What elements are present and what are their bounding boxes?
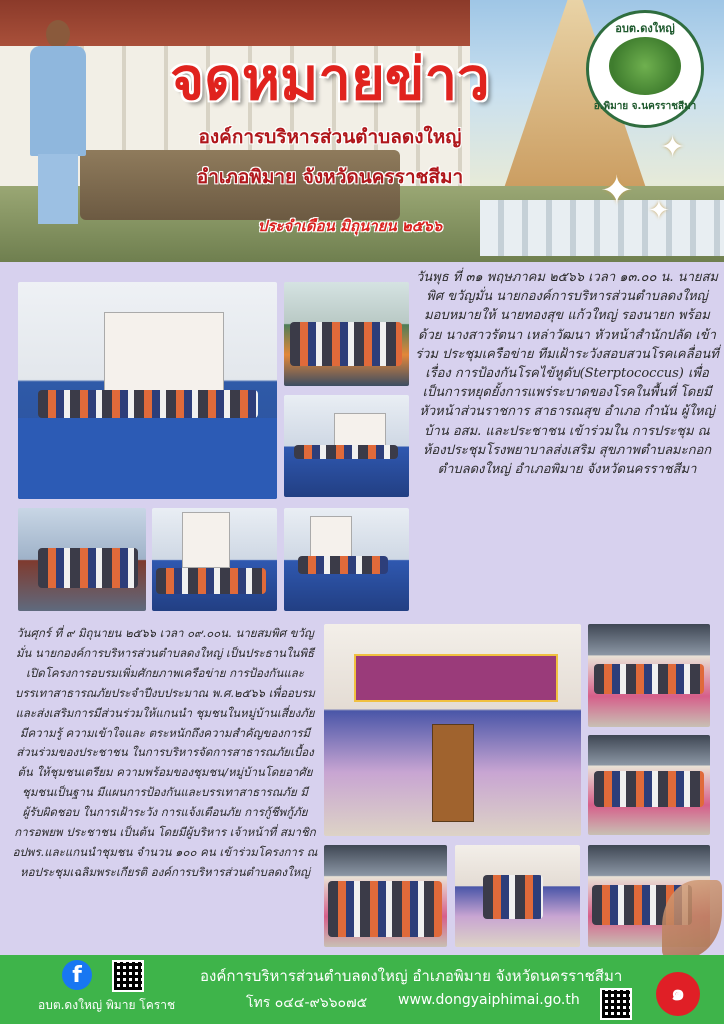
facebook-page-name: อบต.ดงใหญ่ พิมาย โคราช (38, 998, 176, 1012)
story2-photo-5 (455, 845, 580, 947)
story2-photo-4 (324, 845, 447, 947)
org-logo (586, 10, 704, 128)
sparkle-icon: ✦ (600, 168, 634, 214)
story2-photo-2 (588, 624, 710, 727)
footer-phone: โทร ๐๔๔-๙๖๖๐๗๕ (246, 995, 368, 1011)
story1-photo-5 (152, 508, 277, 611)
qr-code-icon (600, 988, 632, 1020)
story1-photo-3 (284, 395, 409, 497)
story2-text: วันศุกร์ ที่ ๙ มิถุนายน ๒๕๖๖ เวลา ๐๙.๐๐น. นายสมพิศ ขวัญมั่น นายกองค์การบริหารส่วนตำบลดงใหญ่ เป็นประธานในพิธีเปิดโครงการอบรมเพิ่มศักยภาพเครือข่าย การป้องกันและบรรเทาสาธารณภัยประจำปีงบประมาณ พ.ศ.๒๕๖๖ เพื่ออบรมและส่งเสริมการมีส่วนร่วมให้แกนนำ ชุมชนในหมู่บ้านเสี่ยงภัย มีความรู้ ความเข้าใจและ ตระหนักถึงความสำคัญของการมีส่วนร่วมของประชาชน ในการบริหารจัดการสาธารณภัยเบื้องต้น ให้ชุมชนเตรียม ความพร้อมของชุมชน/หมู่บ้านโดยอาศัยชุมชนเป็นฐาน มีแผนการป้องกันและบรรเทาสาธารณภัย มีผู้รับผิดชอบ ในการเฝ้าระวัง การแจ้งเตือนภัย การกู้ชีพกู้ภัย การอพยพ ประชาชน เป็นต้น โดยมีผู้บริหาร เจ้าหน้าที่ สมาชิก อปพร.และแกนนำชุมชน จำนวน ๑๐๐ คน เข้าร่วมโครงการ ณ หอประชุมเฉลิมพระเกียรติ องค์การบริหารส่วนตำบลดงใหญ่ (12, 626, 318, 879)
logo-emblem-icon (609, 37, 681, 95)
mayor-portrait (24, 20, 92, 230)
footer-org-name: องค์การบริหารส่วนตำบลดงใหญ่ อำเภอพิมาย จังหวัดนครราชสีมา (200, 967, 623, 985)
story1-photo-2 (284, 282, 409, 386)
sparkle-icon: ✦ (648, 196, 670, 226)
story1-photo-6 (284, 508, 409, 611)
org-name: องค์การบริหารส่วนตำบลดงใหญ่ (198, 126, 462, 148)
page-number-badge: ๑ (656, 972, 700, 1016)
newsletter-title: จดหมายข่าว (170, 45, 490, 113)
logo-top-text: อบต.ดงใหญ่ (615, 22, 675, 35)
sparkle-icon: ✦ (660, 130, 686, 165)
footer-website-link[interactable]: www.dongyaiphimai.go.th (398, 992, 580, 1008)
qr-code-icon (112, 960, 144, 992)
story1-photo-4 (18, 508, 146, 611)
story1-photo-main (18, 282, 277, 499)
facebook-icon[interactable]: f (62, 960, 92, 990)
issue-month: ประจำเดือน มิถุนายน ๒๕๖๖ (257, 217, 443, 235)
org-location: อำเภอพิมาย จังหวัดนครราชสีมา (196, 166, 464, 188)
story2-photo-3 (588, 735, 710, 835)
story1-text: วันพุธ ที่ ๓๑ พฤษภาคม ๒๕๖๖ เวลา ๑๓.๐๐ น. นายสมพิศ ขวัญมั่น นายกองค์การบริหารส่วนตำบลดงใหญ่ มอบหมายให้ นายทองสุข แก้วใหญ่ รองนายก พร้อมด้วย นางสาวรัตนา เหล่าวัฒนา หัวหน้าสำนักปลัด เข้าร่วม ประชุมเครือข่าย ทีมเฝ้าระวังสอบสวนโรคเคลื่อนที่ เรื่อง การป้องกันโรคไข้หูดับ(Sterptococcus) เพื่อเป็นการหยุดยั้งการแพร่ระบาดของโรคในพื้นที่ โดยมีหัวหน้าส่วนราชการ สาธารณสุข อำเภอ กำนัน ผู้ใหญ่บ้าน อสม. และประชาชน เข้าร่วมใน การประชุม ณ ห้องประชุมโรงพยาบาลส่งเสริม สุขภาพตำบลมะกอก ตำบลดงใหญ่ อำเภอพิมาย จังหวัดนครราชสีมา (415, 270, 719, 478)
story2-photo-main (324, 624, 581, 836)
logo-bottom-text: อ.พิมาย จ.นครราชสีมา (593, 101, 697, 112)
